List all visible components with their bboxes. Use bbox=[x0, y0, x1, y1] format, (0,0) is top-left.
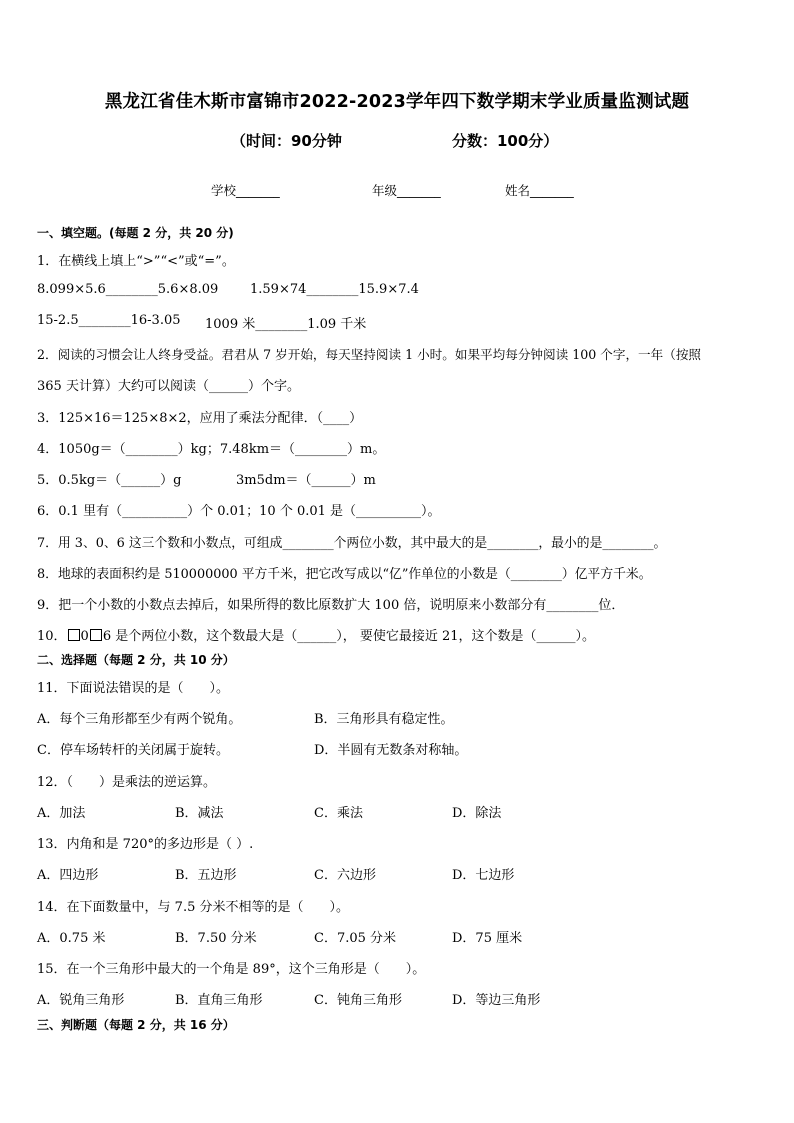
question-2-line1: 2．阅读的习惯会让人终身受益。君君从 7 岁开始，每天坚持阅读 1 小时。如果平均每分钟阅读 100 个字，一年（按照 bbox=[37, 347, 702, 362]
question-8: 8．地球的表面积约是 510000000 平方千米，把它改写成以“亿”作单位的小数是（________）亿平方千米。 bbox=[37, 567, 652, 582]
question-15-option-b: B．直角三角形 bbox=[175, 993, 263, 1008]
question-10-text: 6 是个两位小数，这个数最大是（______）， 要使它最接近 21，这个数是（______）。 bbox=[102, 629, 596, 644]
question-2-line2: 365 天计算）大约可以阅读（______）个字。 bbox=[37, 379, 300, 394]
question-12: 12．（ ）是乘法的逆运算。 bbox=[37, 775, 217, 790]
question-15-option-d: D．等边三角形 bbox=[452, 993, 541, 1008]
question-5-a: 5．0.5kg＝（______）g bbox=[37, 473, 182, 488]
question-1: 1．在横线上填上“>”“<”或“=”。 bbox=[37, 254, 235, 269]
question-7: 7．用 3、0、6 这三个数和小数点，可组成________个两位小数，其中最大的是________，最小的是________。 bbox=[37, 536, 667, 551]
exam-time: （时间：90分钟 bbox=[231, 132, 342, 150]
question-13-option-d: D．七边形 bbox=[452, 868, 515, 883]
question-1-row2-b: 1009 米________1.09 千米 bbox=[205, 317, 367, 332]
question-15: 15．在一个三角形中最大的一个角是 89°，这个三角形是（ ）。 bbox=[37, 962, 426, 977]
question-13-option-a: A．四边形 bbox=[37, 868, 99, 883]
question-15-option-c: C．钝角三角形 bbox=[314, 993, 402, 1008]
grade-field: 年级_______ bbox=[372, 183, 441, 198]
question-14-option-d: D．75 厘米 bbox=[452, 931, 523, 946]
question-4: 4．1050g＝（________）kg；7.48km＝（________）m。 bbox=[37, 442, 386, 457]
page-title: 黑龙江省佳木斯市富锦市2022-2023学年四下数学期末学业质量监测试题 bbox=[104, 92, 690, 112]
school-field: 学校_______ bbox=[211, 183, 280, 198]
question-1-row2-a: 15-2.5________16-3.05 bbox=[37, 313, 181, 328]
question-12-option-b: B．减法 bbox=[175, 806, 224, 821]
question-6: 6．0.1 里有（__________）个 0.01；10 个 0.01 是（__________）。 bbox=[37, 504, 441, 519]
question-12-option-c: C．乘法 bbox=[314, 806, 363, 821]
question-11-option-a: A．每个三角形都至少有两个锐角。 bbox=[37, 712, 242, 727]
question-14: 14．在下面数量中，与 7.5 分米不相等的是（ ）。 bbox=[37, 900, 349, 915]
question-11-option-b: B．三角形具有稳定性。 bbox=[314, 712, 454, 727]
question-13: 13．内角和是 720°的多边形是（ ）. bbox=[37, 837, 254, 852]
question-15-option-a: A．锐角三角形 bbox=[37, 993, 125, 1008]
question-13-option-c: C．六边形 bbox=[314, 868, 376, 883]
question-1-row1-a: 8.099×5.6________5.6×8.09 bbox=[37, 282, 219, 297]
blank-box-icon bbox=[68, 629, 80, 641]
question-14-option-a: A．0.75 米 bbox=[37, 931, 106, 946]
exam-score: 分数：100分） bbox=[452, 132, 559, 150]
name-field: 姓名_______ bbox=[505, 183, 574, 198]
blank-box-icon bbox=[90, 629, 102, 641]
question-11: 11．下面说法错误的是（ ）。 bbox=[37, 681, 230, 696]
section-choice-heading: 二、选择题（每题 2 分，共 10 分） bbox=[37, 653, 235, 667]
question-14-option-c: C．7.05 分米 bbox=[314, 931, 397, 946]
question-10 bbox=[37, 625, 595, 644]
question-5-b: 3m5dm＝（______）m bbox=[236, 473, 376, 488]
question-11-option-c: C．停车场转杆的关闭属于旋转。 bbox=[37, 743, 229, 758]
question-14-option-b: B．7.50 分米 bbox=[175, 931, 257, 946]
question-3: 3．125×16＝125×8×2，应用了乘法分配律．（____） bbox=[37, 411, 363, 426]
question-9: 9．把一个小数的小数点去掉后，如果所得的数比原数扩大 100 倍，说明原来小数部分有________位． bbox=[37, 598, 625, 613]
question-11-option-d: D．半圆有无数条对称轴。 bbox=[314, 743, 468, 758]
section-judgment-heading: 三、判断题（每题 2 分，共 16 分） bbox=[37, 1018, 235, 1032]
question-10-number: 10． bbox=[37, 629, 67, 644]
question-12-option-d: D．除法 bbox=[452, 806, 502, 821]
question-13-option-b: B．五边形 bbox=[175, 868, 237, 883]
question-12-option-a: A．加法 bbox=[37, 806, 86, 821]
question-1-row1-b: 1.59×74________15.9×7.4 bbox=[250, 282, 419, 297]
section-fill-blank-heading: 一、填空题。(每题 2 分，共 20 分) bbox=[37, 226, 234, 240]
question-10-digit: 0 bbox=[80, 629, 89, 644]
